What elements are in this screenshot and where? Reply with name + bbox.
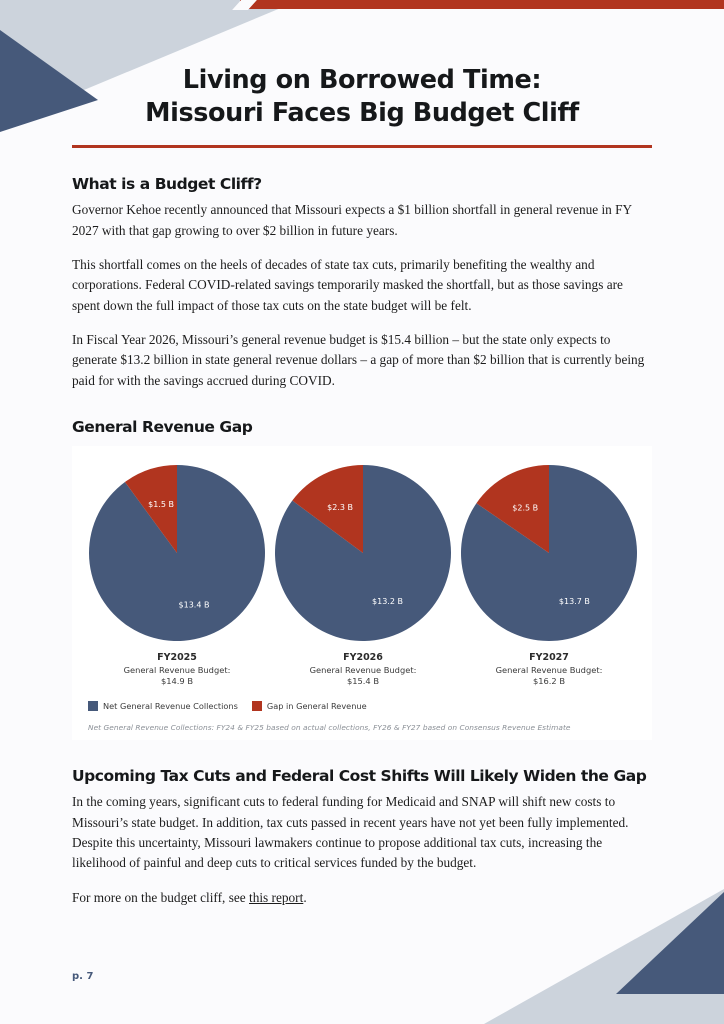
- title-divider: [72, 145, 652, 148]
- pie-fiscal-year: FY2026: [343, 652, 383, 663]
- pie-fiscal-year: FY2027: [529, 652, 569, 663]
- paragraph-3: In Fiscal Year 2026, Missouri’s general revenue budget is $15.4 billion – but the state only expects to generate $13.2 billion in state general revenue dollars – a gap of more than $2 billion that is currently being paid for with the savings accrued during COVID.: [72, 331, 645, 388]
- chart-legend: [84, 701, 640, 711]
- paragraph-1: Governor Kehoe recently announced that Missouri expects a $1 billion shortfall in general revenue in FY 2027 with that gap growing to over $2 billion in future years.: [72, 202, 632, 238]
- pie-budget-total: General Revenue Budget: $15.4 B: [309, 665, 417, 687]
- pie-slice-label: $13.7 B: [558, 596, 590, 606]
- legend-label: Gap in General Revenue: [266, 701, 367, 712]
- pie-slice-label: $13.4 B: [178, 600, 210, 610]
- pie-graphic: [270, 460, 456, 646]
- pie-graphic: [456, 460, 642, 646]
- legend-swatch-icon: [252, 701, 262, 711]
- page-title-line-1: Living on Borrowed Time:: [182, 65, 542, 95]
- paragraph-5-tail: .: [303, 889, 307, 905]
- pie-slice-label: $13.2 B: [372, 597, 403, 607]
- pie-caption: [496, 652, 603, 687]
- general-revenue-gap-chart: [72, 446, 652, 740]
- legend-item: [252, 701, 367, 711]
- legend-swatch-icon: [88, 701, 98, 711]
- pie-budget-total: General Revenue Budget: $14.9 B: [123, 665, 231, 687]
- paragraph-5-lead: For more on the budget cliff, see: [72, 889, 250, 905]
- page-title: [72, 64, 652, 129]
- pie-slice-label: $2.5 B: [512, 503, 539, 513]
- paragraph-2: This shortfall comes on the heels of decades of state tax cuts, primarily benefiting the wealthy and corporations. Federal COVID-related savings temporarily masked the shortfall, but as those savings are spent down the full impact of those tax cuts on the state budget will be felt.: [72, 256, 623, 313]
- title-block: [72, 0, 652, 148]
- heading-general-revenue-gap: General Revenue Gap: [72, 418, 253, 436]
- pie-fiscal-year: FY2025: [157, 652, 197, 663]
- pie-slice-label: $1.5 B: [148, 500, 175, 509]
- paragraph-4: In the coming years, significant cuts to federal funding for Medicaid and SNAP will shift new costs to Missouri’s state budget. In addition, tax cuts passed in recent years have not yet been fully implemented. Despite this uncertainty, Missouri lawmakers continue to propose additional tax cuts, increasing the likelihood of painful and deep cuts to critical services funded by the budget.: [72, 794, 629, 871]
- pie-slice-label: $2.3 B: [327, 502, 354, 512]
- legend-label: Net General Revenue Collections: [103, 701, 238, 712]
- pie-caption: [310, 652, 417, 687]
- pie-graphic: [84, 460, 270, 646]
- page-title-line-2: Missouri Faces Big Budget Cliff: [145, 97, 579, 128]
- pie-caption: [124, 652, 231, 687]
- legend-item: [88, 701, 238, 711]
- heading-upcoming-tax-cuts: Upcoming Tax Cuts and Federal Cost Shifts Will Likely Widen the Gap: [72, 767, 647, 786]
- pie-budget-total: General Revenue Budget: $16.2 B: [495, 665, 603, 687]
- pie-chart-row: [84, 460, 640, 687]
- pie-chart-fy2026: [270, 460, 456, 687]
- pie-chart-fy2027: [456, 460, 642, 687]
- paragraph-5: [72, 888, 652, 908]
- chart-footnote: Net General Revenue Collections: FY24 & FY25 based on actual collections, FY26 & FY27 based on Consensus Revenue Estimate: [88, 723, 571, 733]
- this-report-link[interactable]: this report: [249, 889, 304, 905]
- page-number: p. 7: [72, 971, 94, 982]
- pie-chart-fy2025: [84, 460, 270, 687]
- heading-what-is-a-budget-cliff: What is a Budget Cliff?: [72, 175, 262, 194]
